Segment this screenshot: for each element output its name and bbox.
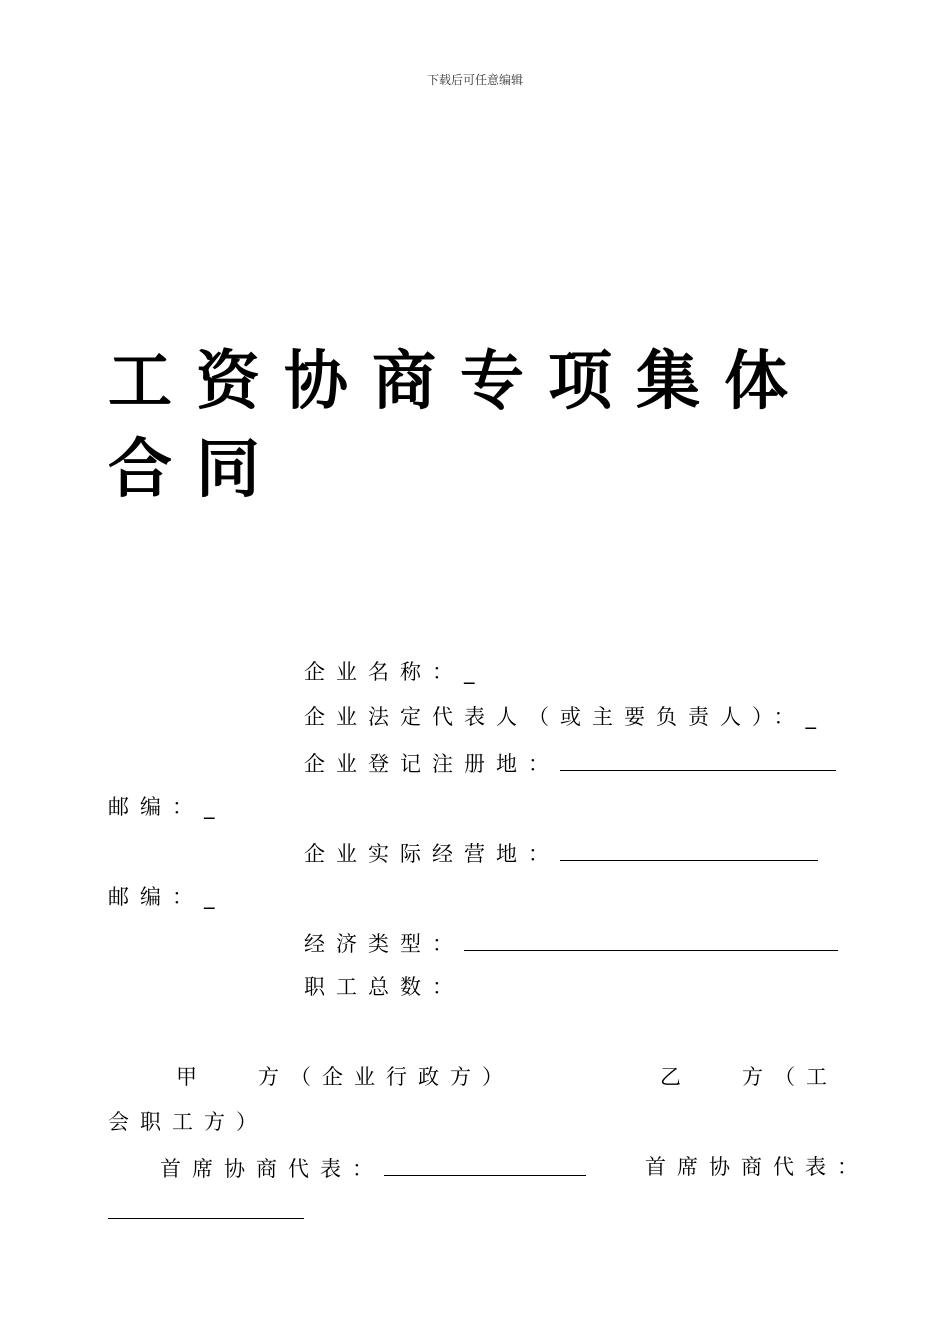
postcode-label-1: 邮编：_ <box>108 795 226 819</box>
registered-address-field <box>304 748 836 776</box>
party-a-side: 方（企业行政方） <box>258 1065 514 1089</box>
registered-address-blank[interactable] <box>560 748 836 771</box>
legal-rep-field <box>304 703 827 731</box>
business-address-field <box>304 838 818 866</box>
chief-rep-b-blank[interactable] <box>108 1218 304 1219</box>
party-b-side-cont: 会职工方） <box>108 1110 268 1134</box>
economic-type-blank[interactable] <box>464 928 838 951</box>
document-title: 工资协商专项集体合同 <box>108 345 812 507</box>
postcode-field-1 <box>108 793 226 821</box>
economic-type-label: 经济类型： <box>304 932 464 956</box>
legal-rep-label: 企业法定代表人（或主要负责人）：_ <box>304 705 827 729</box>
business-address-label: 企业实际经营地： <box>304 842 560 866</box>
company-name-field <box>304 658 486 686</box>
postcode-field-2 <box>108 883 226 911</box>
registered-address-label: 企业登记注册地： <box>304 752 560 776</box>
download-note: 下载后可任意编辑 <box>426 73 523 87</box>
party-b-label: 乙 <box>660 1065 692 1089</box>
chief-rep-a-blank[interactable] <box>384 1153 586 1176</box>
company-name-label: 企业名称：_ <box>304 660 486 684</box>
party-a-label: 甲 <box>176 1065 208 1089</box>
chief-rep-a-label: 首席协商代表： <box>160 1157 384 1181</box>
business-address-blank[interactable] <box>560 838 818 861</box>
employee-count-label: 职工总数： <box>304 975 464 999</box>
economic-type-field <box>304 928 838 956</box>
party-b-side: 方（工 <box>742 1065 838 1089</box>
chief-rep-a-field <box>160 1153 586 1181</box>
postcode-label-2: 邮编：_ <box>108 885 226 909</box>
employee-count-field <box>304 973 464 1001</box>
chief-rep-b-label: 首席协商代表： <box>645 1155 869 1179</box>
chief-rep-b-field <box>645 1153 869 1181</box>
